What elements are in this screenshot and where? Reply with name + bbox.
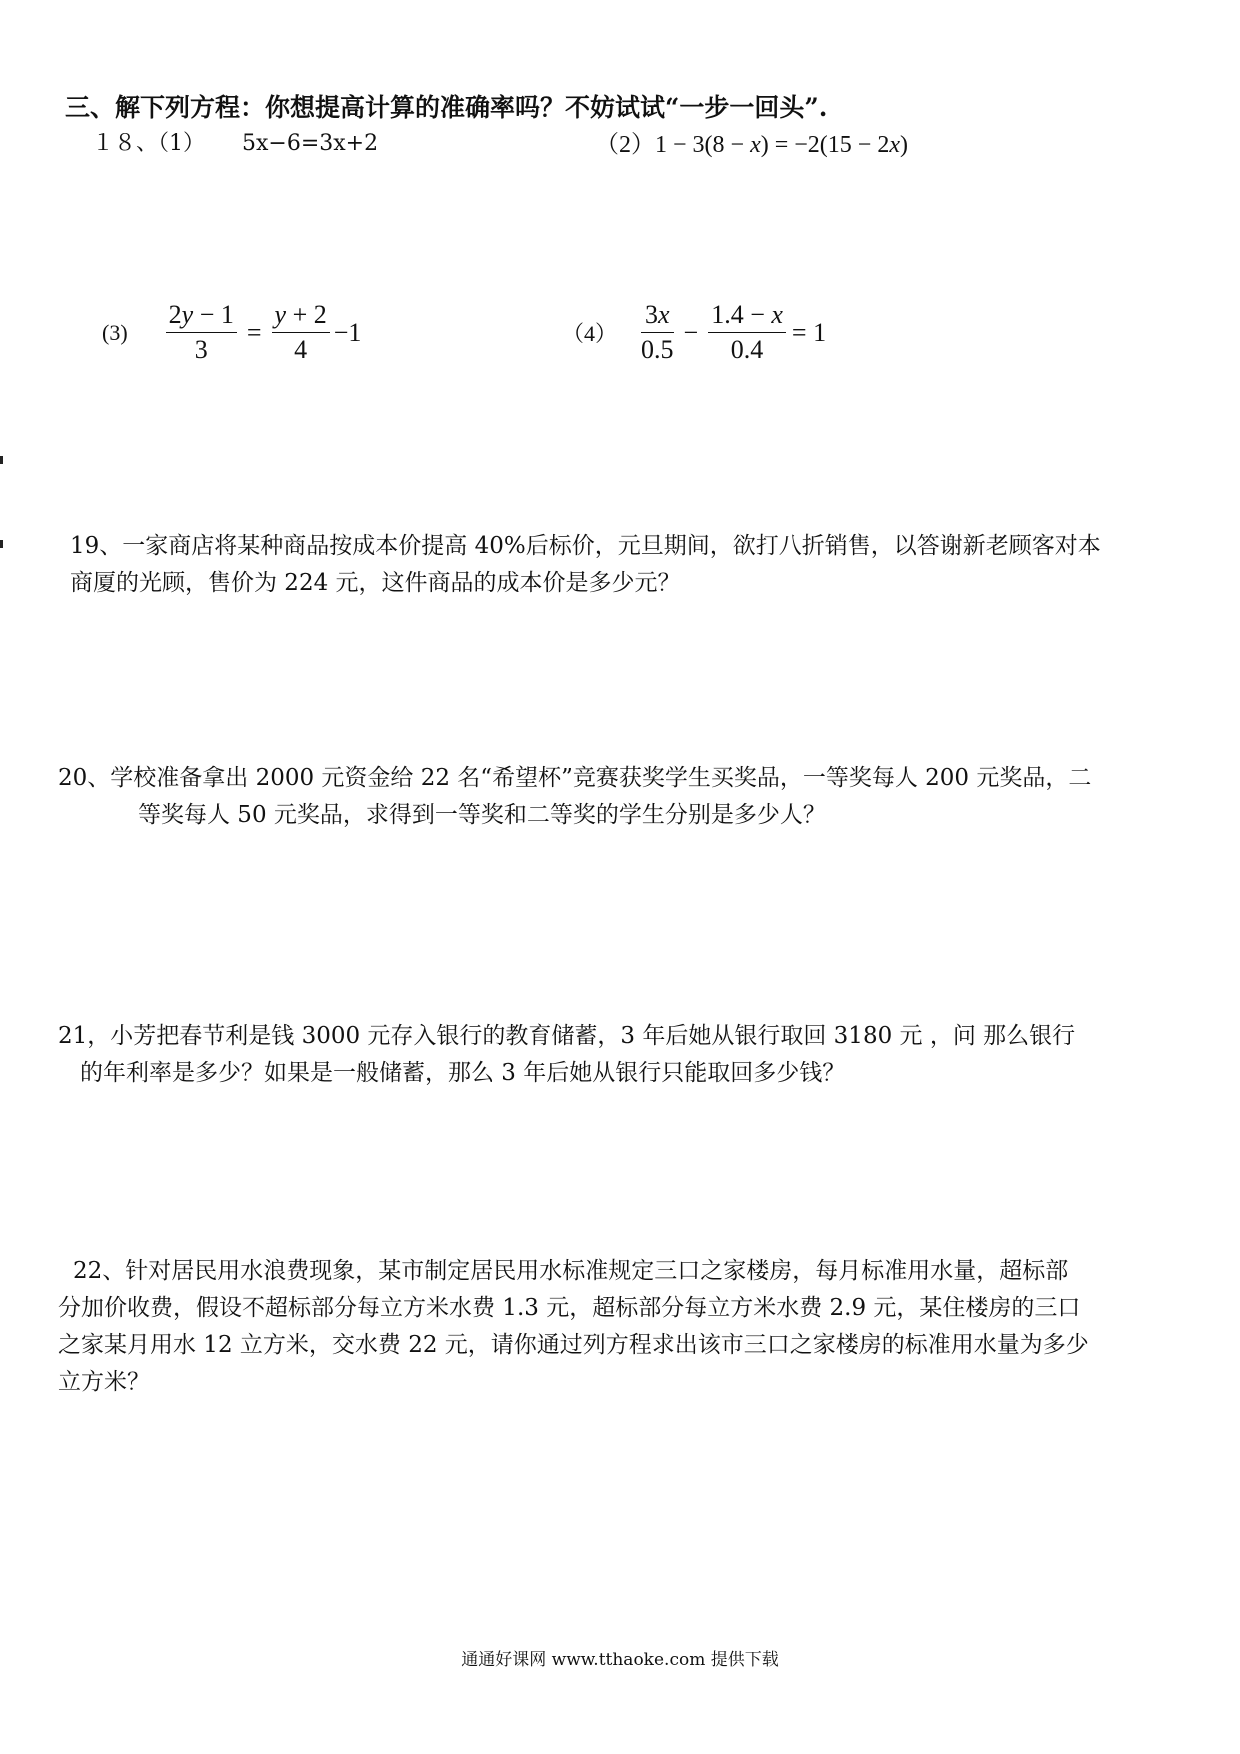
q18-p2-label: （2） <box>595 132 655 158</box>
question-19: 19、一家商店将某种商品按成本价提高 40%后标价，元旦期间，欲打八折销售，以答谢新老顾客对本 商厦的光顾，售价为 224 元，这件商品的成本价是多少元？ <box>70 533 1101 596</box>
question-20: 20、学校准备拿出 2000 元资金给 22 名“希望杯”竞赛获奖学生买奖品，一等奖每人 200 元奖品，二 等奖每人 50 元奖品，求得到一等奖和二等奖的学生分别是多少人？ <box>58 765 1092 828</box>
scan-mark <box>0 540 3 548</box>
q18-p4-label: （4） <box>562 321 618 346</box>
scan-mark <box>0 456 3 464</box>
q18-p3-label: (3) <box>102 319 128 345</box>
page-footer: 通通好课网 www.tthaoke.com 提供下载 <box>461 1650 779 1670</box>
q18-label: １８、（1） <box>92 131 205 156</box>
fraction: $\frac{y + 2}{4}$ <box>272 300 330 365</box>
question-22: 22、针对居民用水浪费现象，某市制定居民用水标准规定三口之家楼房，每月标准用水量，超标部 分加价收费，假设不超标部分每立方米水费 1.3 元，超标部分每立方米水费 2.9 元，某住楼房的三口 之家某月用水 12 立方米，交水费 22 元，请你通过列方程求出该市三口之家楼房的标准用水量为多少 立方米？ <box>58 1258 1089 1395</box>
q18-eq1: 5x−6=3x+2 <box>242 131 379 156</box>
section-heading: 三、解下列方程：你想提高计算的准确率吗？不妨试试“一步一回头”. <box>65 93 828 122</box>
q18-part1 <box>92 126 378 157</box>
q18-part3: (3) $\frac{2y - 1}{3}$ = $\frac{y + 2}{4}$ −1 <box>102 300 362 364</box>
q18-part4: （4） $\frac{3x}{0.5}$ − $\frac{1.4 - x}{0.4}$ = 1 <box>562 300 827 364</box>
fraction: $\frac{3x}{0.5}$ <box>641 300 674 364</box>
question-21: 21，小芳把春节利是钱 3000 元存入银行的教育储蓄，3 年后她从银行取回 3180 元 ，问 那么银行 的年利率是多少？如果是一般储蓄，那么 3 年后她从银行只能取回多少钱？ <box>58 1023 1076 1086</box>
fraction: $\frac{2y - 1}{3}$ <box>166 300 237 365</box>
q18-part2: （2）1 − 3(8 − x) = −2(15 − 2x) <box>595 132 908 158</box>
fraction: $\frac{1.4 - x}{0.4}$ <box>708 300 786 365</box>
